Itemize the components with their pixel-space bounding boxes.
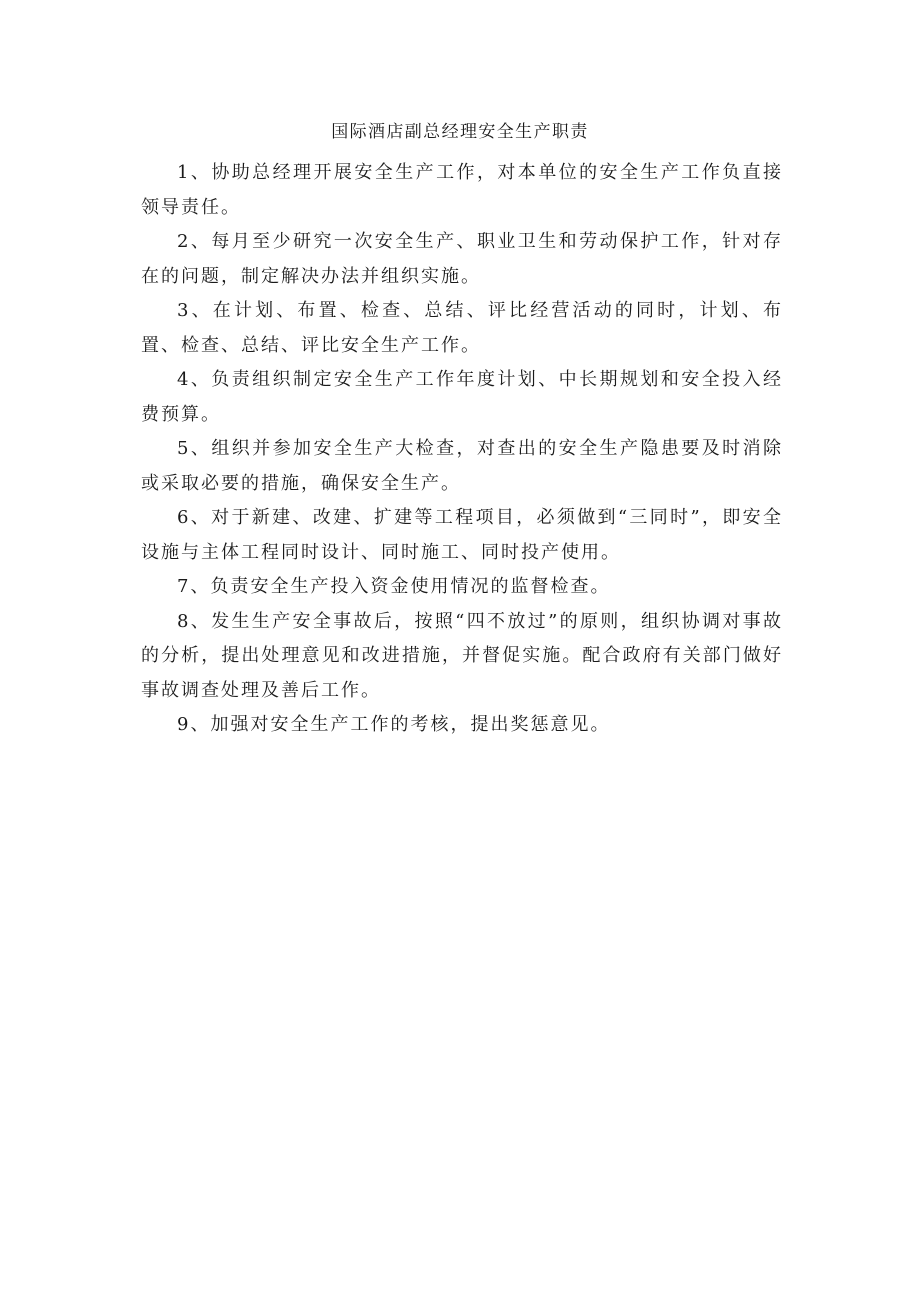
paragraph-6: 6、对于新建、改建、扩建等工程项目，必须做到“三同时”，即安全设施与主体工程同时设计、同时施工、同时投产使用。 bbox=[141, 507, 783, 563]
paragraph-4: 4、负责组织制定安全生产工作年度计划、中长期规划和安全投入经费预算。 bbox=[141, 369, 783, 425]
paragraph-8: 8、发生生产安全事故后，按照“四不放过”的原则，组织协调对事故的分析，提出处理意见和改进措施，并督促实施。配合政府有关部门做好事故调查处理及善后工作。 bbox=[141, 610, 783, 701]
paragraph-1: 1、协助总经理开展安全生产工作，对本单位的安全生产工作负直接领导责任。 bbox=[141, 162, 783, 218]
paragraph-3: 3、在计划、布置、检查、总结、评比经营活动的同时，计划、布置、检查、总结、评比安全生产工作。 bbox=[141, 300, 783, 356]
document-title: 国际酒店副总经理安全生产职责 bbox=[331, 122, 589, 142]
document-body bbox=[141, 156, 783, 743]
paragraph-7: 7、负责安全生产投入资金使用情况的监督检查。 bbox=[177, 576, 611, 597]
paragraph-2: 2、每月至少研究一次安全生产、职业卫生和劳动保护工作，针对存在的问题，制定解决办法并组织实施。 bbox=[141, 231, 783, 287]
paragraph-9: 9、加强对安全生产工作的考核，提出奖惩意见。 bbox=[177, 714, 611, 735]
paragraph-5: 5、组织并参加安全生产大检查，对查出的安全生产隐患要及时消除或采取必要的措施，确保安全生产。 bbox=[141, 438, 783, 494]
